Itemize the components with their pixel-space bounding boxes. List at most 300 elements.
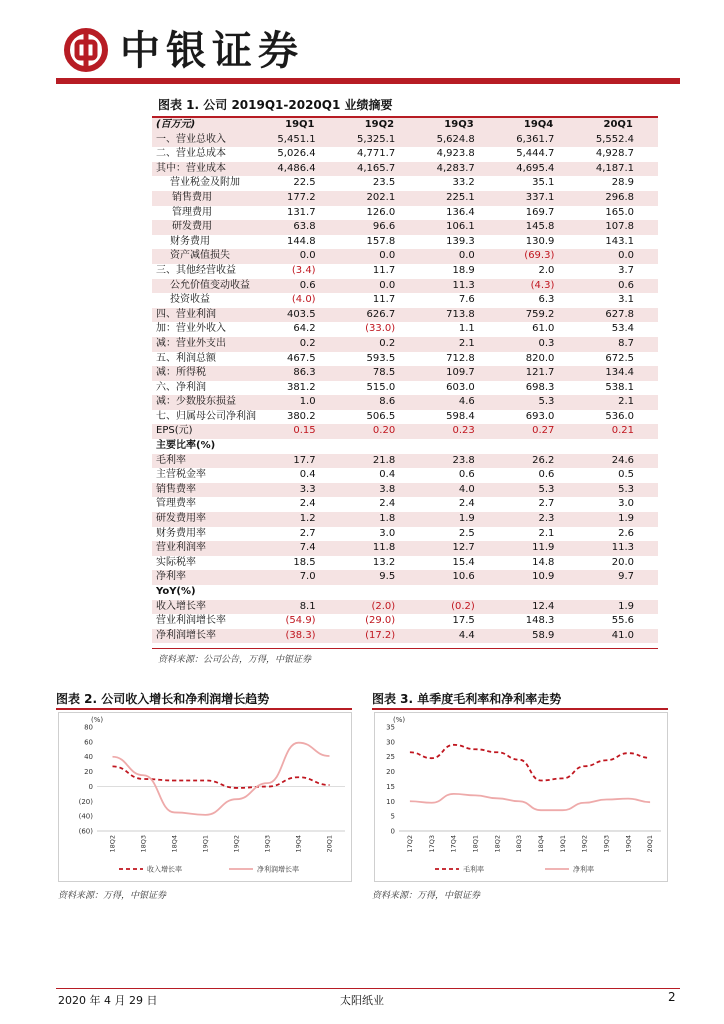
table-row <box>152 235 658 250</box>
cell-value: 126.0 <box>366 206 396 218</box>
y-tick-label: (20) <box>78 797 93 806</box>
cell-value: 0.20 <box>340 424 420 439</box>
y-tick-label: 40 <box>84 753 93 762</box>
cell-value: 17.7 <box>260 454 340 469</box>
table-row <box>152 556 658 571</box>
table-row <box>152 454 658 469</box>
cell-value: 603.0 <box>446 381 475 393</box>
cell-value: 11.3 <box>578 541 658 556</box>
cell-value: 35.1 <box>532 177 555 189</box>
legend-label: 净利率 <box>573 865 594 874</box>
row-label: 其中：营业成本 <box>152 162 260 177</box>
y-tick-label: 15 <box>386 782 395 791</box>
cell-value: 598.4 <box>446 410 475 422</box>
y-tick-label: 10 <box>386 797 395 806</box>
period-header: 19Q3 <box>419 118 499 133</box>
cell-value <box>578 585 658 600</box>
cell-value: 107.8 <box>578 220 658 235</box>
row-label: 减：营业外支出 <box>152 337 260 352</box>
table-row <box>152 600 658 615</box>
figure3-rule <box>372 708 668 710</box>
row-label: 公允价值变动收益 <box>152 279 260 294</box>
cell-value: 18.5 <box>293 556 316 568</box>
table-header-row <box>152 118 658 133</box>
cell-value: 5,552.4 <box>578 133 658 148</box>
figure2-rule <box>56 708 352 710</box>
period-header: 19Q4 <box>499 118 579 133</box>
cell-value: 9.5 <box>340 570 420 585</box>
cell-value: 2.7 <box>538 498 555 510</box>
cell-value: 0.2 <box>340 337 420 352</box>
cell-value: 4.6 <box>419 395 499 410</box>
y-axis-unit-label: (%) <box>91 716 104 724</box>
y-tick-label: 20 <box>386 768 395 777</box>
cell-value: 2.1 <box>538 527 555 539</box>
period-header: 20Q1 <box>578 118 658 133</box>
row-label: 实际税率 <box>156 556 196 568</box>
cell-value: 26.2 <box>499 454 579 469</box>
cell-value: 0.4 <box>379 469 396 481</box>
cell-value: 63.8 <box>260 220 340 235</box>
table-row <box>152 483 658 498</box>
cell-value: 1.9 <box>578 512 658 527</box>
figure2-chart-box <box>58 712 352 882</box>
row-label: 净利润增长率 <box>152 629 260 644</box>
cell-value: 8.6 <box>340 395 420 410</box>
cell-value: (38.3) <box>260 629 340 644</box>
cell-value: 5,444.7 <box>516 148 555 160</box>
cell-value <box>340 439 420 454</box>
cell-value: 225.1 <box>419 191 499 206</box>
series-line-2 <box>410 794 650 810</box>
legend-label: 收入增长率 <box>147 865 182 874</box>
cell-value: 2.4 <box>299 498 316 510</box>
cell-value: 24.6 <box>578 454 658 469</box>
row-label: 管理费用 <box>172 206 212 218</box>
cell-value: 17.5 <box>452 615 475 627</box>
margin-line-chart <box>375 713 667 881</box>
cell-value: 627.8 <box>578 308 658 323</box>
cell-value: 139.3 <box>446 235 475 247</box>
cell-value: 515.0 <box>366 381 396 393</box>
row-label: 六、净利润 <box>156 381 206 393</box>
row-label: 销售费率 <box>152 483 260 498</box>
x-tick-label: 19Q3 <box>263 835 272 853</box>
table-row <box>152 308 658 323</box>
cell-value: 165.0 <box>605 206 634 218</box>
cell-value: 3.0 <box>618 498 634 510</box>
cell-value: 7.6 <box>458 294 475 306</box>
bank-logo <box>64 28 108 72</box>
cell-value: 131.7 <box>286 206 316 218</box>
footer-rule <box>56 988 680 989</box>
figure2-title: 图表 2. 公司收入增长和净利润增长趋势 <box>56 692 270 706</box>
cell-value: 2.7 <box>299 527 316 539</box>
figure3-source: 资料来源：万得，中银证券 <box>372 891 481 901</box>
cell-value: 3.7 <box>618 264 634 276</box>
x-tick-label: 17Q3 <box>427 835 436 853</box>
table-row <box>152 381 658 396</box>
cell-value: 86.3 <box>260 366 340 381</box>
cell-value: 5.3 <box>499 483 579 498</box>
cell-value: 4,695.4 <box>499 162 579 177</box>
cell-value: 4,928.7 <box>595 148 634 160</box>
table-row <box>152 366 658 381</box>
x-tick-label: 19Q3 <box>602 835 611 853</box>
header-rule <box>56 78 680 84</box>
cell-value: 403.5 <box>260 308 340 323</box>
cell-value: 0.23 <box>419 424 499 439</box>
table-row <box>152 337 658 352</box>
performance-table <box>152 118 658 643</box>
cell-value: 0.27 <box>499 424 579 439</box>
cell-value: 1.0 <box>260 395 340 410</box>
cell-value: 169.7 <box>525 206 555 218</box>
cell-value: 12.4 <box>499 600 579 615</box>
cell-value: 337.1 <box>499 191 579 206</box>
cell-value: 0.4 <box>299 469 316 481</box>
cell-value: 0.6 <box>538 469 555 481</box>
x-tick-label: 19Q2 <box>232 835 241 853</box>
table-row <box>152 439 658 454</box>
y-tick-label: 60 <box>84 738 93 747</box>
table-row <box>152 541 658 556</box>
cell-value: 0.0 <box>340 249 420 264</box>
table-row <box>152 629 658 644</box>
cell-value: 0.6 <box>578 279 658 294</box>
cell-value: 5,026.4 <box>277 148 316 160</box>
row-label: 减：少数股东损益 <box>152 395 260 410</box>
cell-value: 0.21 <box>578 424 658 439</box>
figure3-chart-box <box>374 712 668 882</box>
cell-value: 0.5 <box>618 469 634 481</box>
table-row <box>152 220 658 235</box>
row-label: 管理费率 <box>156 498 196 510</box>
cell-value: 2.1 <box>578 395 658 410</box>
cell-value: 11.7 <box>372 294 396 306</box>
table-row <box>152 395 658 410</box>
cell-value: (0.2) <box>419 600 499 615</box>
row-label: 四、营业利润 <box>152 308 260 323</box>
cell-value: 4,486.4 <box>260 162 340 177</box>
footer-date: 2020 年 4 月 29 日 <box>58 994 158 1007</box>
cell-value: 11.8 <box>340 541 420 556</box>
cell-value: 130.9 <box>525 235 555 247</box>
row-label: 投资收益 <box>170 294 210 306</box>
cell-value: 22.5 <box>293 177 316 189</box>
cell-value: 672.5 <box>605 352 634 364</box>
cell-value: 2.5 <box>458 527 475 539</box>
table-row <box>152 147 658 162</box>
y-tick-label: 35 <box>386 723 395 732</box>
cell-value: 0.3 <box>499 337 579 352</box>
cell-value <box>340 585 420 600</box>
cell-value: 8.7 <box>578 337 658 352</box>
x-tick-label: 19Q2 <box>580 835 589 853</box>
cell-value: 4.0 <box>419 483 499 498</box>
cell-value: 177.2 <box>260 191 340 206</box>
x-tick-label: 18Q2 <box>493 835 502 853</box>
cell-value: 28.9 <box>611 177 634 189</box>
x-tick-label: 17Q4 <box>449 835 458 853</box>
row-label: EPS(元) <box>152 424 260 439</box>
cell-value: 296.8 <box>578 191 658 206</box>
row-label: 净利率 <box>152 570 260 585</box>
table-row <box>152 512 658 527</box>
cell-value: 2.0 <box>538 264 555 276</box>
cell-value: 626.7 <box>340 308 420 323</box>
x-tick-label: 20Q1 <box>646 835 655 853</box>
cell-value: 0.2 <box>260 337 340 352</box>
page-number: 2 <box>668 990 676 1004</box>
cell-value: 106.1 <box>419 220 499 235</box>
figure3-title: 图表 3. 单季度毛利率和净利率走势 <box>372 692 562 706</box>
figure2-source: 资料来源：万得，中银证券 <box>58 891 167 901</box>
table-row <box>152 133 658 148</box>
table-row <box>152 352 658 367</box>
cell-value: 0.0 <box>340 279 420 294</box>
cell-value: 2.1 <box>419 337 499 352</box>
row-label: 研发费用率 <box>152 512 260 527</box>
cell-value: 78.5 <box>340 366 420 381</box>
cell-value: 41.0 <box>578 629 658 644</box>
x-tick-label: 20Q1 <box>325 835 334 853</box>
period-header: 19Q2 <box>340 118 420 133</box>
cell-value: 10.6 <box>419 570 499 585</box>
cell-value: 64.2 <box>293 323 316 335</box>
x-tick-label: 19Q4 <box>294 835 303 853</box>
cell-value: 0.0 <box>578 249 658 264</box>
table-row <box>152 410 658 425</box>
cell-value: 5.3 <box>578 483 658 498</box>
table-row <box>152 162 658 177</box>
cell-value: 148.3 <box>525 615 555 627</box>
cell-value: 7.0 <box>260 570 340 585</box>
row-label: 营业税金及附加 <box>170 177 240 189</box>
row-label: 减：所得税 <box>152 366 260 381</box>
cell-value: 0.0 <box>260 249 340 264</box>
row-label: 三、其他经营收益 <box>156 264 236 276</box>
table-row <box>152 424 658 439</box>
cell-value: 380.2 <box>286 410 316 422</box>
cell-value: 12.7 <box>419 541 499 556</box>
cell-value: 7.4 <box>260 541 340 556</box>
cell-value: 0.6 <box>260 279 340 294</box>
cell-value: (29.0) <box>365 615 396 627</box>
cell-value: 4,923.8 <box>436 148 475 160</box>
cell-value: 5,451.1 <box>260 133 340 148</box>
y-tick-label: (40) <box>78 812 93 821</box>
cell-value: (4.3) <box>499 279 579 294</box>
cell-value: 58.9 <box>499 629 579 644</box>
y-tick-label: 25 <box>386 753 395 762</box>
cell-value: 759.2 <box>499 308 579 323</box>
cell-value: 1.9 <box>578 600 658 615</box>
row-label: 财务费用 <box>170 235 210 247</box>
cell-value: 143.1 <box>605 235 634 247</box>
row-label: 主营税金率 <box>156 469 206 481</box>
cell-value: (17.2) <box>340 629 420 644</box>
row-label: 五、利润总额 <box>156 352 216 364</box>
growth-line-chart <box>59 713 351 881</box>
cell-value: 1.8 <box>340 512 420 527</box>
y-tick-label: 0 <box>88 782 93 791</box>
cell-value: 506.5 <box>366 410 396 422</box>
row-label: 销售费用 <box>152 191 260 206</box>
cell-value: (3.4) <box>291 264 316 276</box>
cell-value: 2.6 <box>618 527 634 539</box>
cell-value: 0.0 <box>419 249 499 264</box>
cell-value: 96.6 <box>340 220 420 235</box>
cell-value: (4.0) <box>291 294 316 306</box>
cell-value: 593.5 <box>366 352 396 364</box>
cell-value <box>499 585 579 600</box>
cell-value: 11.3 <box>419 279 499 294</box>
cell-value: 13.2 <box>372 556 396 568</box>
table-row <box>152 249 658 264</box>
table-row <box>152 279 658 294</box>
cell-value: 3.8 <box>340 483 420 498</box>
series-line-1 <box>113 766 330 788</box>
cell-value: 820.0 <box>525 352 555 364</box>
table-row <box>152 206 658 221</box>
row-label: 七、归属母公司净利润 <box>156 410 256 422</box>
cell-value: 15.4 <box>452 556 475 568</box>
x-tick-label: 18Q4 <box>536 835 545 853</box>
x-tick-label: 19Q1 <box>201 835 210 853</box>
cell-value: 157.8 <box>366 235 396 247</box>
cell-value: 467.5 <box>286 352 316 364</box>
cell-value: 23.8 <box>419 454 499 469</box>
row-label: 一、营业总收入 <box>152 133 260 148</box>
y-tick-label: 0 <box>390 827 395 836</box>
cell-value: 0.6 <box>458 469 475 481</box>
x-tick-label: 18Q1 <box>471 835 480 853</box>
cell-value: 4,771.7 <box>357 148 396 160</box>
cell-value: 8.1 <box>260 600 340 615</box>
cell-value: (69.3) <box>499 249 579 264</box>
cell-value: 20.0 <box>611 556 634 568</box>
cell-value: 4,283.7 <box>419 162 499 177</box>
brand-name: 中银证券 <box>120 27 304 74</box>
table-title: 图表 1. 公司 2019Q1-2020Q1 业绩摘要 <box>158 98 393 112</box>
x-tick-label: 18Q3 <box>139 835 148 853</box>
cell-value: 4,187.1 <box>578 162 658 177</box>
row-label: 营业利润率 <box>152 541 260 556</box>
cell-value <box>260 585 340 600</box>
cell-value: 145.8 <box>499 220 579 235</box>
cell-value: 202.1 <box>340 191 420 206</box>
cell-value <box>499 439 579 454</box>
table-row <box>152 585 658 600</box>
row-label: 营业利润增长率 <box>156 615 226 627</box>
table-row <box>152 264 658 279</box>
table-row <box>152 468 658 483</box>
y-tick-label: 30 <box>386 738 395 747</box>
row-label: 二、营业总成本 <box>156 148 226 160</box>
y-axis-unit-label: (%) <box>393 716 406 724</box>
cell-value: 23.5 <box>372 177 396 189</box>
cell-value: 144.8 <box>286 235 316 247</box>
cell-value <box>260 439 340 454</box>
cell-value: 5,325.1 <box>340 133 420 148</box>
cell-value <box>419 585 499 600</box>
cell-value: 538.1 <box>605 381 634 393</box>
table-row <box>152 293 658 308</box>
table-row <box>152 191 658 206</box>
report-header <box>0 0 724 90</box>
cell-value: 11.7 <box>372 264 396 276</box>
footer-company: 太阳纸业 <box>340 994 384 1007</box>
cell-value: 21.8 <box>340 454 420 469</box>
series-line-1 <box>410 745 650 781</box>
cell-value: 1.9 <box>419 512 499 527</box>
unit-label: (百万元) <box>152 118 260 133</box>
row-label: 主要比率(%) <box>156 440 216 452</box>
cell-value: 1.1 <box>458 323 475 335</box>
cell-value: 698.3 <box>525 381 555 393</box>
cell-value: 14.8 <box>532 556 555 568</box>
cell-value: 3.0 <box>379 527 396 539</box>
cell-value: 2.3 <box>499 512 579 527</box>
cell-value: 2.4 <box>379 498 396 510</box>
row-label: 收入增长率 <box>152 600 260 615</box>
cell-value: (2.0) <box>340 600 420 615</box>
cell-value: 18.9 <box>452 264 475 276</box>
cell-value <box>419 439 499 454</box>
cell-value: 0.15 <box>260 424 340 439</box>
table-row <box>152 322 658 337</box>
cell-value: 5,624.8 <box>419 133 499 148</box>
table-row <box>152 614 658 629</box>
cell-value: 4,165.7 <box>340 162 420 177</box>
cell-value: 9.7 <box>578 570 658 585</box>
cell-value: 693.0 <box>525 410 555 422</box>
y-tick-label: 80 <box>84 723 93 732</box>
cell-value: (54.9) <box>285 615 316 627</box>
y-tick-label: 20 <box>84 768 93 777</box>
legend-label: 净利润增长率 <box>257 865 299 874</box>
x-tick-label: 18Q3 <box>515 835 524 853</box>
cell-value: 136.4 <box>446 206 475 218</box>
cell-value: 10.9 <box>499 570 579 585</box>
cell-value: 53.4 <box>611 323 634 335</box>
y-tick-label: 5 <box>390 812 395 821</box>
cell-value: 11.9 <box>499 541 579 556</box>
row-label: 毛利率 <box>152 454 260 469</box>
cell-value: 1.2 <box>260 512 340 527</box>
y-tick-label: (60) <box>78 827 93 836</box>
x-tick-label: 19Q4 <box>624 835 633 853</box>
cell-value: (33.0) <box>365 323 396 335</box>
row-label: 资产减值损失 <box>152 249 260 264</box>
x-tick-label: 19Q1 <box>558 835 567 853</box>
table-row <box>152 497 658 512</box>
cell-value: 3.1 <box>618 294 634 306</box>
cell-value: 61.0 <box>532 323 555 335</box>
cell-value: 33.2 <box>452 177 475 189</box>
table-source: 资料来源：公司公告，万得，中银证券 <box>158 655 312 665</box>
cell-value: 536.0 <box>605 410 634 422</box>
cell-value: 2.4 <box>458 498 475 510</box>
cell-value: 6,361.7 <box>499 133 579 148</box>
row-label: 研发费用 <box>152 220 260 235</box>
row-label: YoY(%) <box>156 586 196 597</box>
cell-value: 109.7 <box>419 366 499 381</box>
row-label: 财务费用率 <box>156 527 206 539</box>
cell-value: 55.6 <box>611 615 634 627</box>
period-header: 19Q1 <box>260 118 340 133</box>
